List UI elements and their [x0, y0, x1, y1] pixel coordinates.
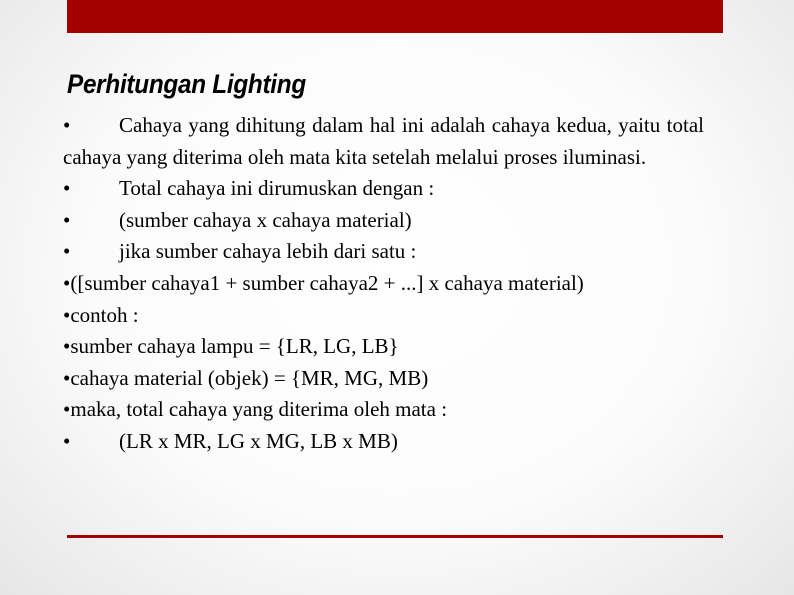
- bullet-text: (LR x MR, LG x MG, LB x MB): [119, 428, 398, 453]
- bullet-text: maka, total cahaya yang diterima oleh mata :: [70, 397, 448, 422]
- bullet-icon: •: [63, 207, 71, 232]
- bullet-item: [63, 300, 704, 332]
- bullet-item: [63, 173, 704, 205]
- bullet-text: ([sumber cahaya1 + sumber cahaya2 + ...] x cahaya material): [70, 270, 584, 295]
- bullet-text: Total cahaya ini dirumuskan dengan :: [119, 176, 435, 201]
- bullet-item: [63, 110, 704, 173]
- bullet-icon: •: [63, 334, 71, 359]
- slide-body: [63, 110, 704, 458]
- bullet-text: cahaya material (objek) = {MR, MG, MB): [70, 365, 429, 390]
- bullet-icon: •: [63, 239, 71, 264]
- bullet-item: [63, 331, 704, 363]
- top-accent-bar: [67, 0, 723, 33]
- bullet-text: sumber cahaya lampu = {LR, LG, LB}: [70, 334, 399, 359]
- bullet-item: [63, 426, 704, 458]
- bullet-icon: •: [63, 365, 71, 390]
- bullet-icon: •: [63, 176, 71, 201]
- bullet-text: contoh :: [70, 302, 139, 327]
- bullet-text: jika sumber cahaya lebih dari satu :: [119, 239, 417, 264]
- bullet-icon: •: [63, 428, 71, 453]
- bullet-icon: •: [63, 113, 71, 137]
- bullet-item: [63, 205, 704, 237]
- bullet-icon: •: [63, 270, 71, 295]
- bottom-divider: [67, 535, 723, 538]
- bullet-icon: •: [63, 302, 71, 327]
- slide-title: Perhitungan Lighting: [67, 69, 306, 99]
- bullet-text: Cahaya yang dihitung dalam hal ini adalah cahaya kedua, yaitu total cahaya yang diterima oleh mata kita setelah melalui proses iluminasi.: [63, 113, 704, 169]
- bullet-item: [63, 268, 704, 300]
- bullet-item: [63, 394, 704, 426]
- bullet-text: (sumber cahaya x cahaya material): [119, 207, 412, 232]
- bullet-item: [63, 236, 704, 268]
- bullet-item: [63, 363, 704, 395]
- bullet-icon: •: [63, 397, 71, 422]
